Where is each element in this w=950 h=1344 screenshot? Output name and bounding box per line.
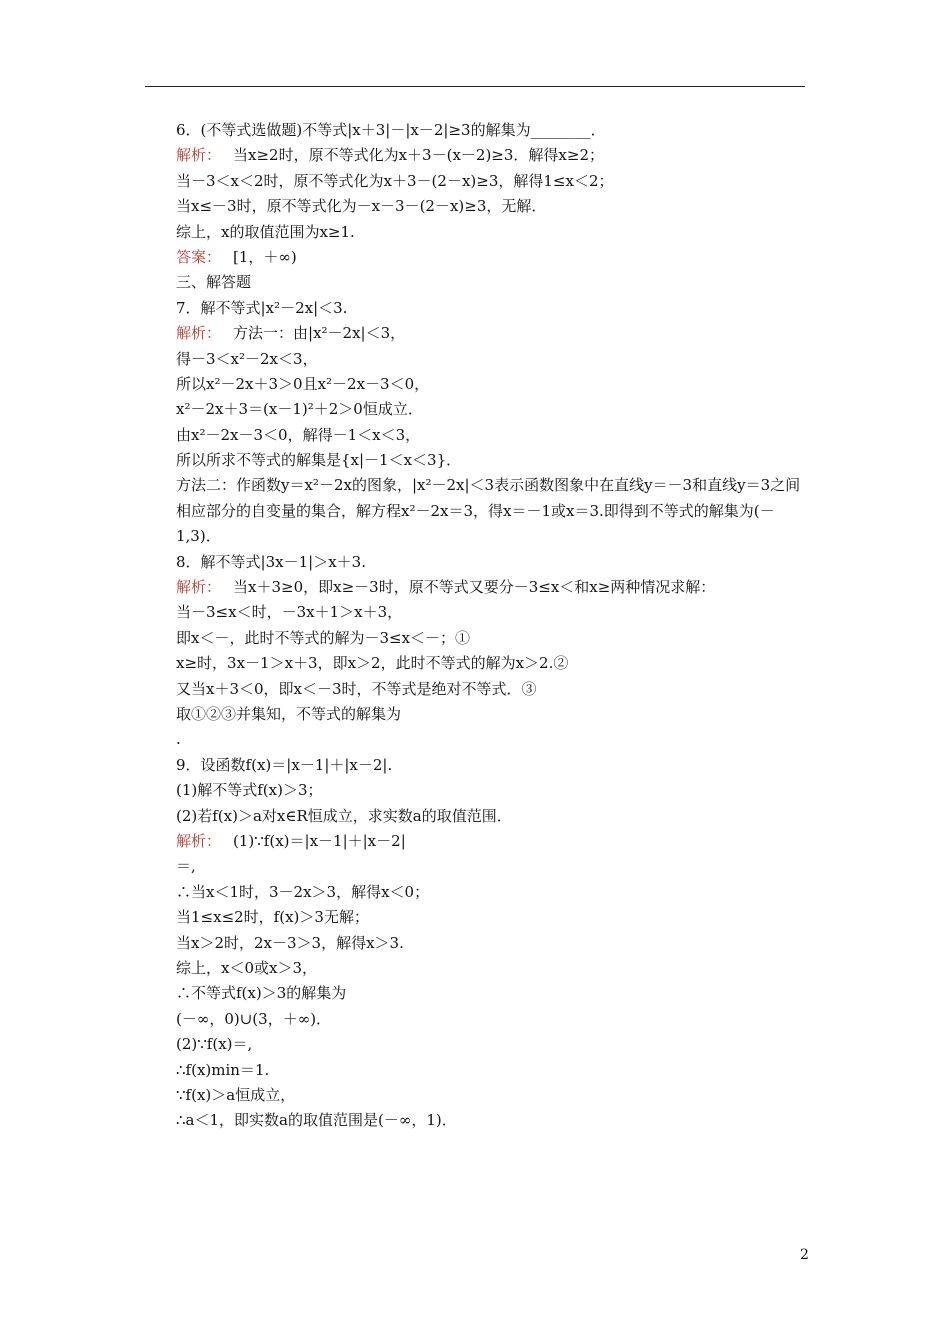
line-text: 9．设函数f(x)＝|x－1|＋|x－2|.: [176, 755, 393, 774]
text-line: [176, 600, 811, 625]
line-text: 即x＜－，此时不等式的解为－3≤x＜－；①: [176, 628, 471, 647]
text-line: [176, 931, 811, 956]
line-text: .: [176, 730, 181, 749]
line-text: (2)若f(x)＞a对x∈R恒成立，求实数a的取值范围．: [176, 806, 512, 825]
label: 解析：: [176, 146, 222, 165]
line-text: ∴f(x)min＝1.: [176, 1060, 270, 1079]
text-line: [176, 194, 811, 219]
text-line: [176, 397, 811, 422]
text-line: [176, 347, 811, 372]
text-line: [176, 677, 811, 702]
line-text: 6．(不等式选做题)不等式|x＋3|－|x－2|≥3的解集为________．: [176, 121, 606, 139]
line-text: 取①②③并集知，不等式的解集为: [176, 705, 402, 724]
text-line: [176, 372, 811, 397]
document-body: [176, 118, 811, 1134]
line-text: 当1≤x≤2时，f(x)＞3无解；: [176, 908, 369, 927]
line-text: 当x≥2时，原不等式化为x＋3－(x－2)≥3．解得x≥2；: [233, 146, 604, 165]
page-number: 2: [800, 1247, 809, 1263]
line-text: 由x²－2x－3＜0，解得－1＜x＜3，: [176, 425, 421, 444]
block-questions-6-7: [176, 118, 811, 473]
text-line: [176, 220, 811, 245]
line-text: x≥时，3x－1＞x＋3，即x＞2，此时不等式的解为x＞2.②: [176, 654, 569, 673]
text-line: [176, 169, 811, 194]
block-questions-8-9: [176, 550, 811, 1134]
line-text: 得－3＜x²－2x＜3，: [176, 349, 318, 368]
line-text: ＝,: [176, 857, 196, 876]
text-line: [176, 321, 811, 346]
text-line: [176, 956, 811, 981]
text-line: [176, 1083, 811, 1108]
line-text: 又当x＋3＜0，即x＜－3时，不等式是绝对不等式．③: [176, 679, 537, 698]
text-line: [176, 651, 811, 676]
text-line: [176, 854, 811, 879]
text-line: [176, 550, 811, 575]
label: 解析：: [176, 578, 222, 597]
line-text: 当x＞2时，2x－3＞3，解得x＞3.: [176, 933, 404, 952]
text-line: [176, 753, 811, 778]
line-text: ∴不等式f(x)＞3的解集为: [176, 984, 347, 1003]
line-text: x²－2x＋3＝(x－1)²＋2＞0恒成立．: [176, 400, 423, 419]
line-text: 三、解答题: [176, 273, 252, 292]
method-two-paragraph: 方法二：作函数y＝x²－2x的图象，|x²－2x|＜3表示函数图象中在直线y＝－3和直线y＝3之间相应部分的自变量的集合，解方程x²－2x＝3，得x＝－1或x＝3.即得到不等式的解集为(－1,3)．: [176, 476, 801, 546]
text-line: [176, 626, 811, 651]
text-line: [176, 448, 811, 473]
line-text: 所以x²－2x＋3＞0且x²－2x－3＜0，: [176, 374, 430, 393]
line-text: (1)∵f(x)＝|x－1|＋|x－2|: [233, 831, 406, 850]
label: 解析：: [176, 324, 222, 343]
text-line: [176, 245, 811, 270]
line-text: 8．解不等式|3x－1|＞x＋3.: [176, 552, 366, 571]
line-text: 当x≤－3时，原不等式化为－x－3－(2－x)≥3，无解．: [176, 197, 547, 216]
line-text: 当－3≤x＜时，－3x＋1＞x＋3，: [176, 603, 403, 622]
text-line: [176, 270, 811, 295]
text-line: [176, 118, 811, 143]
line-text: 当x＋3≥0，即x≥－3时，原不等式又要分－3≤x＜和x≥两种情况求解：: [233, 578, 716, 597]
label: 答案：: [176, 247, 222, 266]
header-rule: [145, 86, 805, 87]
text-line: [176, 1058, 811, 1083]
line-text: ∴a＜1，即实数a的取值范围是(－∞，1)．: [176, 1111, 457, 1130]
text-line: [176, 981, 811, 1006]
text-line: [176, 575, 811, 600]
text-line: [176, 1007, 811, 1032]
line-text: 7．解不等式|x²－2x|＜3.: [176, 298, 348, 317]
text-line: [176, 1032, 811, 1057]
line-text: 综上，x＜0或x＞3，: [176, 958, 318, 977]
text-line: [176, 702, 811, 727]
text-line: [176, 880, 811, 905]
line-text: 方法一：由|x²－2x|＜3，: [233, 324, 406, 343]
text-line: [176, 296, 811, 321]
text-line: [176, 423, 811, 448]
text-line: [176, 1108, 811, 1133]
line-text: (2)∵f(x)＝,: [176, 1035, 253, 1054]
line-text: ∵f(x)＞a恒成立，: [176, 1085, 296, 1104]
text-line: [176, 905, 811, 930]
text-line: [176, 778, 811, 803]
line-text: [1，＋∞): [233, 247, 297, 266]
text-line: [176, 804, 811, 829]
label: 解析：: [176, 831, 222, 850]
line-text: ∴当x＜1时，3－2x＞3，解得x＜0；: [176, 882, 430, 901]
text-line: [176, 727, 811, 752]
line-text: 所以所求不等式的解集是{x|－1＜x＜3}．: [176, 451, 462, 470]
text-line: [176, 829, 811, 854]
line-text: (－∞，0)∪(3，＋∞)．: [176, 1009, 332, 1028]
text-line: [176, 143, 811, 168]
line-text: 当－3＜x＜2时，原不等式化为x＋3－(2－x)≥3，解得1≤x＜2；: [176, 171, 614, 190]
line-text: 综上，x的取值范围为x≥1.: [176, 222, 355, 241]
line-text: (1)解不等式f(x)＞3；: [176, 781, 323, 800]
